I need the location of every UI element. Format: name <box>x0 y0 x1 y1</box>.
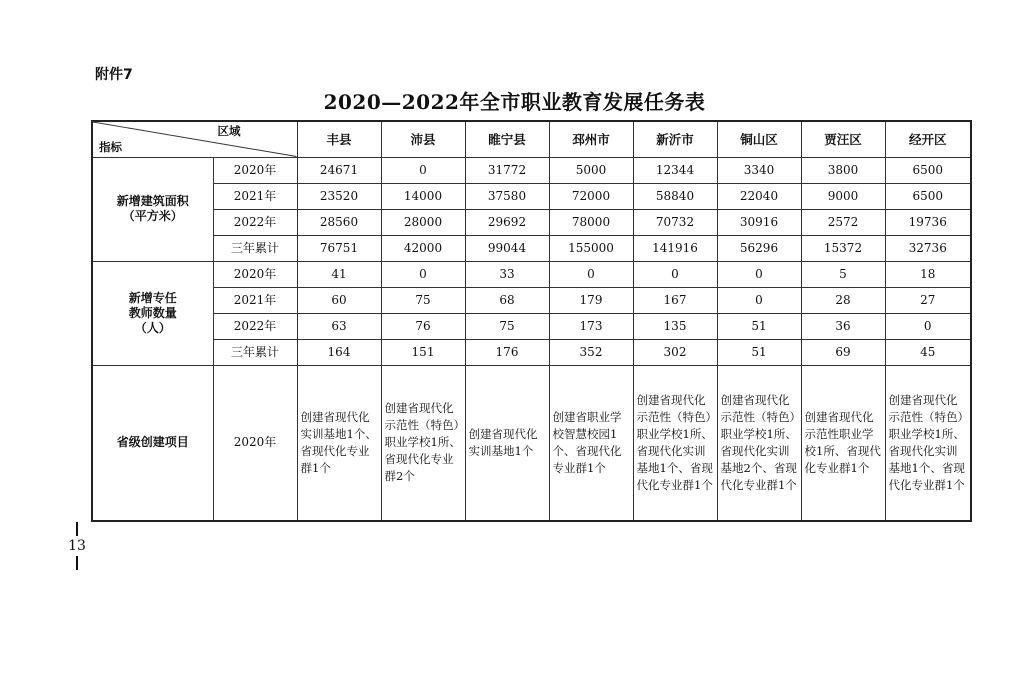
teachers-label-line1: 新增专任 <box>128 290 177 305</box>
project-cell: 创建省现代化实训基地1个 <box>465 365 549 521</box>
value-cell: 0 <box>381 261 465 287</box>
region-header: 贾汪区 <box>801 121 885 157</box>
value-cell: 37580 <box>465 183 549 209</box>
value-cell: 167 <box>633 287 717 313</box>
value-cell: 6500 <box>885 183 971 209</box>
value-cell: 28 <box>801 287 885 313</box>
region-header: 铜山区 <box>717 121 801 157</box>
building-area-label-line2: （平方米） <box>122 209 183 223</box>
value-cell: 0 <box>717 287 801 313</box>
value-cell: 18 <box>885 261 971 287</box>
region-header: 新沂市 <box>633 121 717 157</box>
value-cell: 31772 <box>465 157 549 183</box>
value-cell: 22040 <box>717 183 801 209</box>
table-row <box>92 157 971 183</box>
value-cell: 76 <box>381 313 465 339</box>
year-cell: 2020年 <box>213 157 297 183</box>
year-cell: 2020年 <box>213 365 297 521</box>
region-header: 睢宁县 <box>465 121 549 157</box>
value-cell: 78000 <box>549 209 633 235</box>
table-row <box>92 235 971 261</box>
value-cell: 63 <box>297 313 381 339</box>
value-cell: 99044 <box>465 235 549 261</box>
teachers-label-line3: （人） <box>134 320 171 335</box>
value-cell: 32736 <box>885 235 971 261</box>
value-cell: 56296 <box>717 235 801 261</box>
value-cell: 30916 <box>717 209 801 235</box>
table-row <box>92 209 971 235</box>
building-area-label <box>92 157 213 261</box>
project-cell: 创建省现代化示范性（特色）职业学校1所、省现代化实训基地1个、省现代化专业群1个 <box>633 365 717 521</box>
document-title: 2020—2022年全市职业教育发展任务表 <box>323 90 706 114</box>
value-cell: 176 <box>465 339 549 365</box>
value-cell: 352 <box>549 339 633 365</box>
table-row <box>92 339 971 365</box>
header-row <box>92 121 971 157</box>
page-number-text: 13 <box>68 538 86 554</box>
value-cell: 75 <box>465 313 549 339</box>
region-header: 邳州市 <box>549 121 633 157</box>
corner-header <box>92 121 297 157</box>
value-cell: 42000 <box>381 235 465 261</box>
value-cell: 24671 <box>297 157 381 183</box>
year-cell: 三年累计 <box>213 339 297 365</box>
corner-indicator-label: 指标 <box>99 139 122 154</box>
project-cell: 创建省现代化实训基地1个、省现代化专业群1个 <box>297 365 381 521</box>
table-row <box>92 261 971 287</box>
corner-region-label: 区域 <box>217 124 241 138</box>
year-cell: 2021年 <box>213 287 297 313</box>
value-cell: 6500 <box>885 157 971 183</box>
value-cell: 3340 <box>717 157 801 183</box>
table-row <box>92 287 971 313</box>
value-cell: 58840 <box>633 183 717 209</box>
value-cell: 173 <box>549 313 633 339</box>
value-cell: 155000 <box>549 235 633 261</box>
year-cell: 2020年 <box>213 261 297 287</box>
value-cell: 27 <box>885 287 971 313</box>
value-cell: 41 <box>297 261 381 287</box>
project-cell: 创建省现代化示范性（特色）职业学校1所、省现代化实训基地2个、省现代化专业群1个 <box>717 365 801 521</box>
value-cell: 164 <box>297 339 381 365</box>
value-cell: 0 <box>633 261 717 287</box>
value-cell: 51 <box>717 313 801 339</box>
value-cell: 36 <box>801 313 885 339</box>
value-cell: 51 <box>717 339 801 365</box>
value-cell: 28000 <box>381 209 465 235</box>
value-cell: 33 <box>465 261 549 287</box>
value-cell: 75 <box>381 287 465 313</box>
table-row <box>92 183 971 209</box>
value-cell: 3800 <box>801 157 885 183</box>
value-cell: 69 <box>801 339 885 365</box>
project-cell: 创建省职业学校智慧校园1个、省现代化专业群1个 <box>549 365 633 521</box>
value-cell: 15372 <box>801 235 885 261</box>
table-row <box>92 313 971 339</box>
value-cell: 14000 <box>381 183 465 209</box>
attachment-label: 附件7 <box>95 67 133 83</box>
region-header: 丰县 <box>297 121 381 157</box>
value-cell: 45 <box>885 339 971 365</box>
value-cell: 302 <box>633 339 717 365</box>
year-cell: 2022年 <box>213 313 297 339</box>
project-cell: 创建省现代化示范性（特色）职业学校1所、省现代化实训基地1个、省现代化专业群1个 <box>885 365 971 521</box>
value-cell: 19736 <box>885 209 971 235</box>
value-cell: 5 <box>801 261 885 287</box>
value-cell: 0 <box>717 261 801 287</box>
value-cell: 0 <box>549 261 633 287</box>
value-cell: 23520 <box>297 183 381 209</box>
task-table <box>91 120 972 522</box>
year-cell: 2021年 <box>213 183 297 209</box>
value-cell: 179 <box>549 287 633 313</box>
region-header: 经开区 <box>885 121 971 157</box>
page-dash-bottom <box>76 556 78 570</box>
table-row <box>92 365 971 521</box>
value-cell: 29692 <box>465 209 549 235</box>
diagonal-line <box>93 122 297 157</box>
page-number <box>62 520 92 572</box>
teachers-label-line2: 教师数量 <box>128 305 177 320</box>
page-dash-top <box>76 522 78 536</box>
year-cell: 三年累计 <box>213 235 297 261</box>
value-cell: 12344 <box>633 157 717 183</box>
value-cell: 28560 <box>297 209 381 235</box>
value-cell: 151 <box>381 339 465 365</box>
project-cell: 创建省现代化示范性（特色）职业学校1所、省现代化专业群2个 <box>381 365 465 521</box>
value-cell: 60 <box>297 287 381 313</box>
value-cell: 141916 <box>633 235 717 261</box>
value-cell: 68 <box>465 287 549 313</box>
teachers-label <box>92 261 213 365</box>
value-cell: 70732 <box>633 209 717 235</box>
value-cell: 2572 <box>801 209 885 235</box>
project-cell: 创建省现代化示范性职业学校1所、省现代化专业群1个 <box>801 365 885 521</box>
value-cell: 135 <box>633 313 717 339</box>
building-area-label-line1: 新增建筑面积 <box>116 194 189 208</box>
region-header: 沛县 <box>381 121 465 157</box>
projects-label: 省级创建项目 <box>92 365 213 521</box>
value-cell: 0 <box>885 313 971 339</box>
value-cell: 0 <box>381 157 465 183</box>
value-cell: 9000 <box>801 183 885 209</box>
value-cell: 72000 <box>549 183 633 209</box>
value-cell: 76751 <box>297 235 381 261</box>
value-cell: 5000 <box>549 157 633 183</box>
year-cell: 2022年 <box>213 209 297 235</box>
